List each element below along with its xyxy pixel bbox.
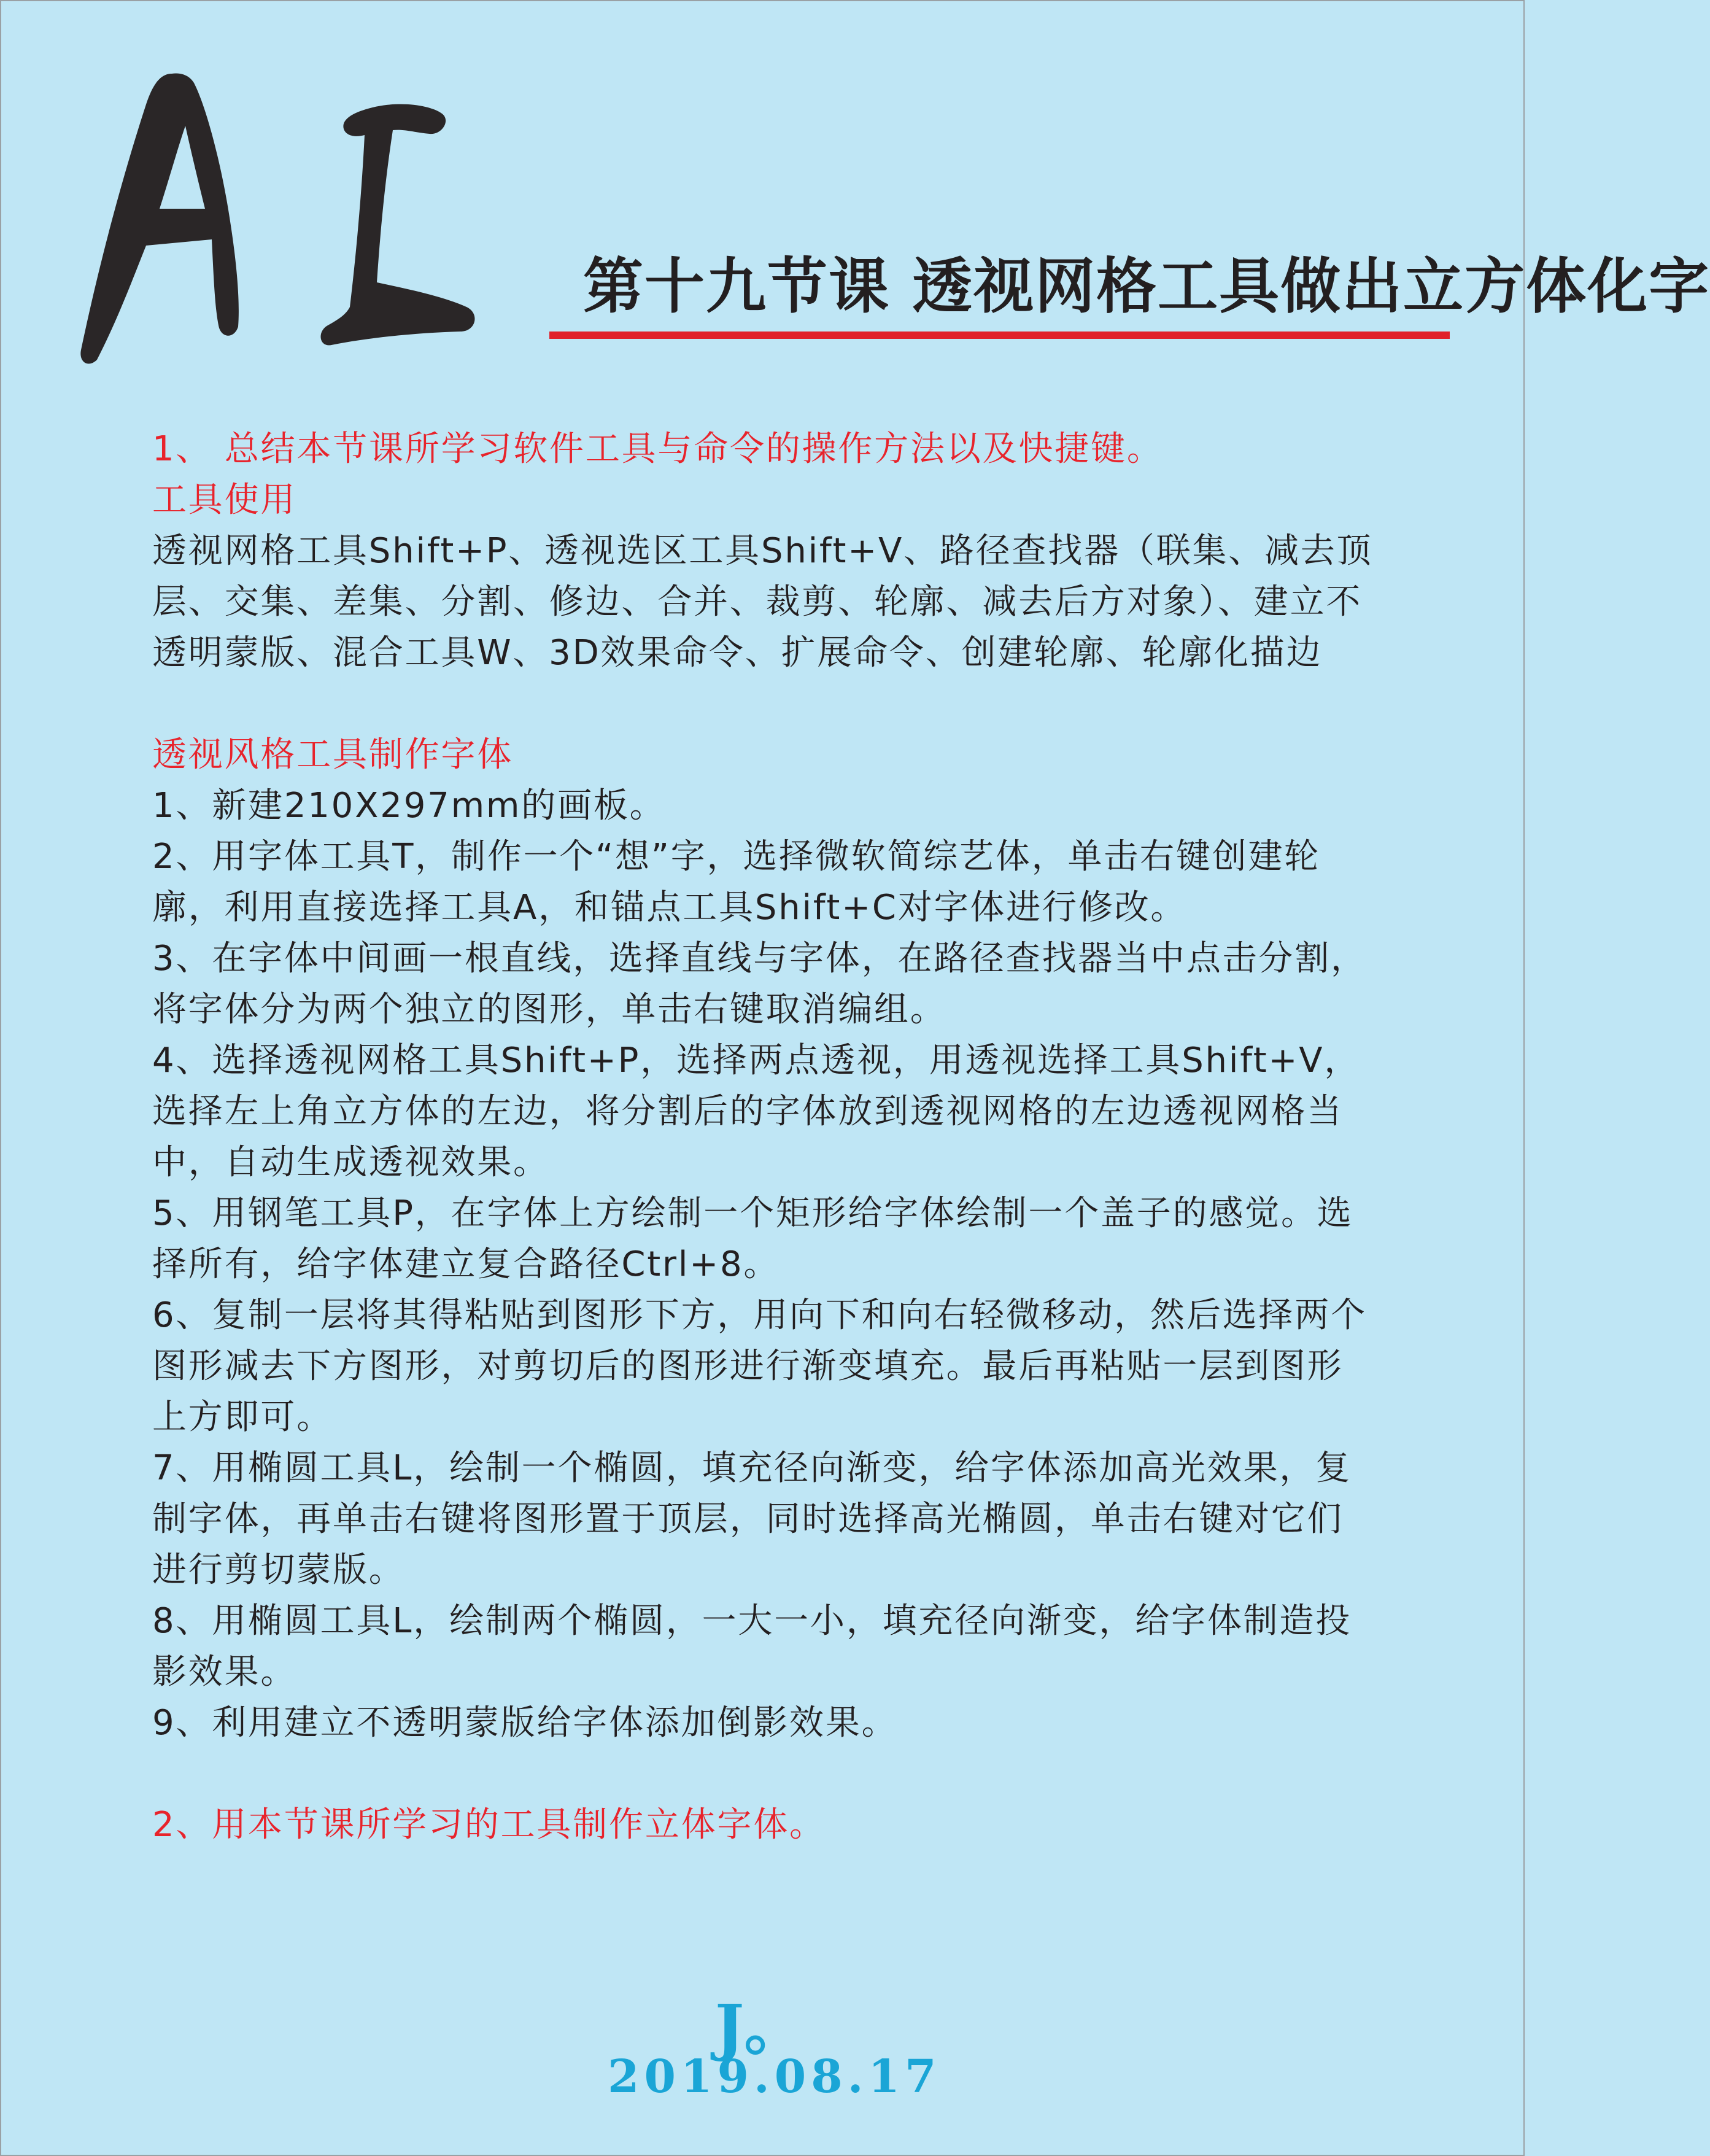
step-item: 2、用字体工具T，制作一个“想”字，选择微软简综艺体，单击右键创建轮廓，利用直接选择工具A，和锚点工具Shift+C对字体进行修改。 <box>152 837 1321 928</box>
step-item: 5、用钢笔工具P，在字体上方绘制一个矩形给字体绘制一个盖子的感觉。选择所有，给字体建立复合路径Ctrl+8。 <box>152 1193 1353 1284</box>
tools-heading: 工具使用 <box>152 480 297 520</box>
document-date: 2019.08.17 <box>608 2050 942 2103</box>
step-item: 9、利用建立不透明蒙版给字体添加倒影效果。 <box>152 1703 898 1743</box>
step-item: 6、复制一层将其得粘贴到图形下方，用向下和向右轻微移动，然后选择两个图形减去下方图形，对剪切后的图形进行渐变填充。最后再粘贴一层到图形上方即可。 <box>152 1295 1367 1437</box>
author-signature: J。 <box>715 1991 806 2063</box>
steps-heading: 透视风格工具制作字体 <box>152 735 513 775</box>
document-body <box>152 424 1374 1850</box>
section-1-heading: 1、 总结本节课所学习软件工具与命令的操作方法以及快捷键。 <box>152 429 1163 469</box>
logo-letter-a <box>80 74 239 364</box>
step-item: 8、用椭圆工具L，绘制两个椭圆，一大一小，填充径向渐变，给字体制造投影效果。 <box>152 1601 1352 1692</box>
page-title: 第十九节课 透视网格工具做出立方体化字 <box>583 252 1710 322</box>
spacer <box>152 678 1374 729</box>
spacer <box>152 1748 1374 1799</box>
step-item: 4、选择透视网格工具Shift+P，选择两点透视，用透视选择工具Shift+V，选择左上角立方体的左边，将分割后的字体放到透视网格的左边透视网格当中，自动生成透视效果。 <box>152 1041 1361 1182</box>
title-underline <box>549 332 1450 339</box>
step-item: 3、在字体中间画一根直线，选择直线与字体，在路径查找器当中点击分割，将字体分为两个独立的图形，单击右键取消编组。 <box>152 939 1367 1030</box>
ai-logo <box>74 61 503 381</box>
logo-letter-i <box>321 104 475 346</box>
step-item: 7、用椭圆工具L，绘制一个椭圆，填充径向渐变，给字体添加高光效果，复制字体，再单击右键将图形置于顶层，同时选择高光椭圆，单击右键对它们进行剪切蒙版。 <box>152 1448 1352 1590</box>
section-2-heading: 2、用本节课所学习的工具制作立体字体。 <box>152 1805 826 1845</box>
tools-paragraph: 透视网格工具Shift+P、透视选区工具Shift+V、路径查找器（联集、减去顶层、交集、差集、分割、修边、合并、裁剪、轮廓、减去后方对象）、建立不透明蒙版、混合工具W、3D效果命令、扩展命令、创建轮廓、轮廓化描边 <box>152 531 1373 673</box>
step-item: 1、新建210X297mm的画板。 <box>152 786 666 826</box>
